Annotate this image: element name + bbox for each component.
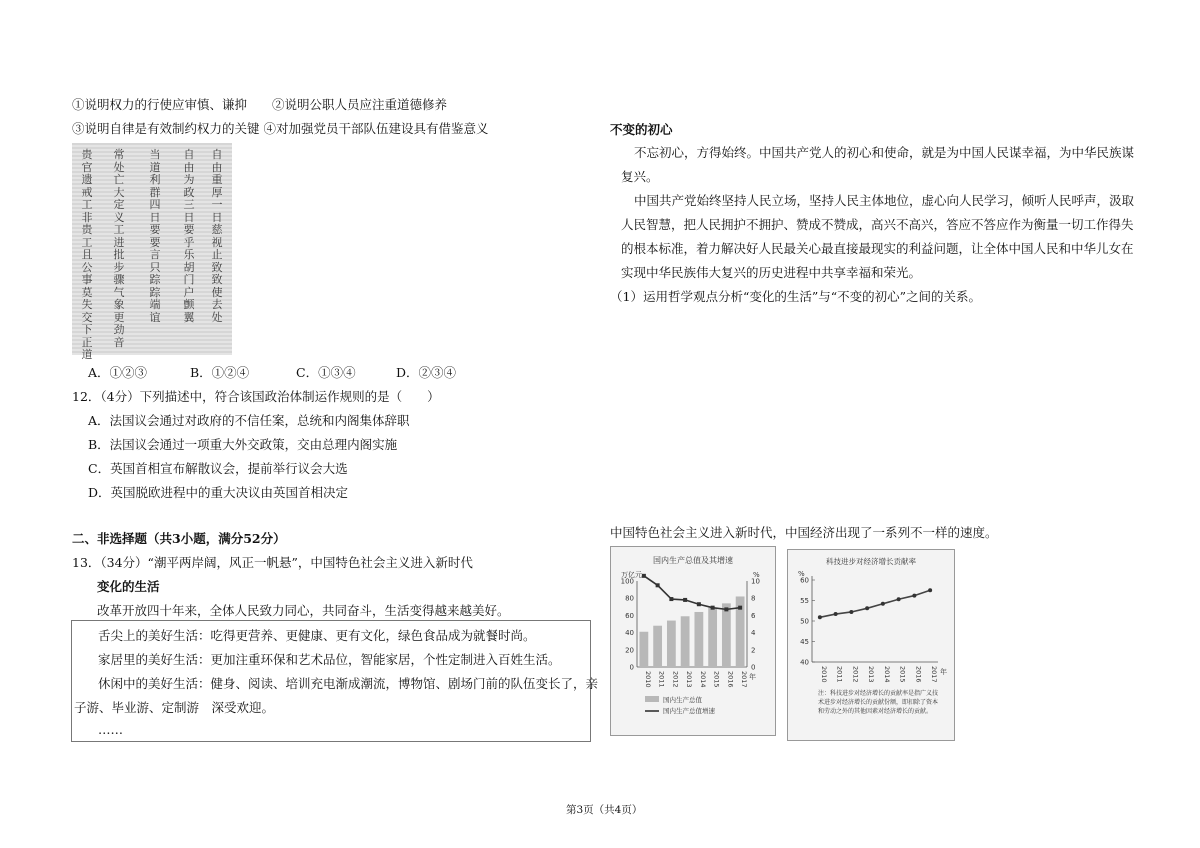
calligraphy-column: 自由重厚一日慈视止致致使去处 [211,148,223,324]
gdp-bar [708,608,717,667]
y-left-tick-label: 20 [625,646,634,655]
y-left-tick-label: 60 [625,611,634,620]
y-tick-label: 60 [800,576,809,585]
gdp-chart-svg [611,547,775,735]
chart-title: 科技进步对经济增长贡献率 [826,557,916,566]
y-right-tick-label: 2 [751,646,756,655]
question-1: （1）运用哲学观点分析“变化的生活”与“不变的初心”之间的关系。 [610,289,982,304]
y-tick-label: 45 [800,638,809,646]
x-tick-label: 2010 [819,666,828,683]
gdp-bar [639,632,648,667]
q12-option-a[interactable]: A．法国议会通过对政府的不信任案，总统和内阁集体辞职 [88,413,410,428]
right-para2-line: 实现中华民族伟大复兴的历史进程中共享幸福和荣光。 [621,265,922,280]
y-tick-label: 40 [800,658,809,667]
y-right-tick-label: 4 [751,629,756,638]
unchanged-aspiration-title: 不变的初心 [610,122,673,137]
tech-contribution-chart [787,549,955,741]
x-tick-label: 2017 [930,666,939,683]
x-tick-label: 2012 [851,666,860,683]
right-para2-line: 中国共产党始终坚持人民立场，坚持人民主体地位，虚心向人民学习，倾听人民呼声，汲取 [634,193,1135,208]
y-left-tick-label: 80 [625,594,634,603]
x-axis-suffix: 年 [940,668,947,676]
chart-note-line: 术进步对经济增长的贡献份额，即扣除了资本 [818,699,939,706]
page-footer: 第3页（共4页） [566,804,643,816]
growth-point [683,598,687,602]
legend-swatch-gdp [645,696,659,702]
contribution-point [865,606,869,610]
x-tick-label: 2017 [740,671,749,688]
right-para2-line: 人民智慧，把人民拥护不拥护、赞成不赞成，高兴不高兴，答应不答应作为衡量一切工作得失 [621,217,1134,232]
growth-point [656,583,660,587]
chart-note-line: 注：科技进步对经济增长的贡献率是指广义技 [818,690,939,697]
box-line: …… [98,722,123,737]
y-unit: % [798,570,805,578]
box-line: 舌尖上的美好生活：吃得更营养、更健康、更有文化，绿色食品成为就餐时尚。 [98,628,536,643]
growth-point [697,602,701,606]
q12-option-c[interactable]: C．英国首相宣布解散议会，提前举行议会大选 [88,461,348,476]
x-tick-label: 2014 [882,666,891,683]
x-tick-label: 2013 [685,671,694,688]
q11-option-a[interactable]: A．①②③ [88,365,148,380]
section2-title: 二、非选择题（共3小题，满分52分） [72,531,286,546]
growth-point [724,607,728,611]
x-tick-label: 2016 [726,671,735,688]
gdp-chart [610,546,776,736]
y-tick-label: 50 [800,617,809,626]
q12-option-b[interactable]: B．法国议会通过一项重大外交政策，交由总理内阁实施 [88,437,398,452]
q12-option-d[interactable]: D．英国脱欧进程中的重大决议由英国首相决定 [88,485,349,500]
calligraphy-column: 自由为政三日要乎乐胡门户颤翼 [183,148,195,324]
changing-life-subtitle: 变化的生活 [97,579,160,594]
contribution-point [849,610,853,614]
x-tick-label: 2011 [835,666,844,683]
right-para1-line2: 复兴。 [621,169,659,184]
x-axis-suffix: 年 [749,673,756,681]
calligraphy-column: 当道利群四日要要言只踪踪端谊 [149,148,161,324]
x-tick-label: 2015 [712,671,721,688]
contribution-point [928,588,932,592]
q11-option-c[interactable]: C．①③④ [296,365,356,380]
y-left-tick-label: 0 [629,663,634,672]
y-tick-label: 55 [800,597,809,605]
calligraphy-column: 贵官遗戒工非贵工且公事莫失交下正道 [81,148,93,361]
x-tick-label: 2012 [671,671,680,688]
y-right-unit: % [753,571,760,579]
x-tick-label: 2016 [914,666,923,683]
q13-stem: 13．（34分）“潮平两岸阔，风正一帆悬”，中国特色社会主义进入新时代 [72,555,473,570]
contribution-point [912,594,916,598]
q11-option-b[interactable]: B．①②④ [190,365,250,380]
growth-point [711,606,715,610]
legend-label-gdp: 国内生产总值 [663,696,702,704]
y-right-tick-label: 6 [751,611,756,620]
y-right-tick-label: 0 [751,663,756,672]
contribution-point [834,612,838,616]
contribution-point [881,602,885,606]
box-line: 子游、毕业游、定制游 深受欢迎。 [74,700,275,715]
growth-point [642,574,646,578]
y-right-tick-label: 8 [751,594,756,603]
x-tick-label: 2011 [657,671,666,688]
y-left-unit: 万亿元 [621,571,642,579]
contribution-point [897,597,901,601]
right-para1-line1: 不忘初心，方得始终。中国共产党人的初心和使命，就是为中国人民谋幸福，为中华民族谋 [634,145,1135,160]
chart-note-line: 和劳动之外的其他因素对经济增长的贡献。 [818,708,933,715]
x-tick-label: 2014 [698,671,707,688]
q11-option-d[interactable]: D．②③④ [396,365,457,380]
right-para2-line: 的根本标准，着力解决好人民最关心最直接最现实的利益问题，让全体中国人民和中华儿女在 [621,241,1134,256]
y-left-tick-label: 40 [625,629,634,638]
y-left-tick-label: 100 [620,577,634,586]
tech-chart-svg [788,550,954,740]
q11-statements-line1: ①说明权力的行使应审慎、谦抑 ②说明公职人员应注重道德修养 [72,97,448,112]
contribution-point [818,615,822,619]
economy-speed-intro: 中国特色社会主义进入新时代，中国经济出现了一系列不一样的速度。 [610,525,998,540]
box-line: 休闲中的美好生活：健身、阅读、培训充电渐成潮流，博物馆、剧场门前的队伍变长了，亲 [98,676,599,691]
calligraphy-column: 常处亡大定义工进批步骤气象更劲音 [113,148,125,349]
gdp-bar [681,616,690,667]
x-tick-label: 2010 [643,671,652,688]
q11-statements-line2: ③说明自律是有效制约权力的关键 ④对加强党员干部队伍建设具有借鉴意义 [72,121,489,136]
x-tick-label: 2015 [898,666,907,683]
calligraphy-image [72,143,232,361]
gdp-bar [722,603,731,667]
growth-point [669,597,673,601]
box-line: 家居里的美好生活：更加注重环保和艺术品位，智能家居，个性定制进入百姓生活。 [98,652,561,667]
gdp-bar [694,612,703,667]
good-life-box [71,620,599,742]
legend-label-growth: 国内生产总值增速 [663,707,715,715]
q12-stem: 12．（4分）下列描述中，符合该国政治体制运作规则的是（ ） [72,389,440,404]
x-tick-label: 2013 [867,666,876,683]
chart-title: 国内生产总值及其增速 [653,556,733,565]
gdp-bar [653,626,662,667]
gdp-bar [667,621,676,667]
changing-life-intro: 改革开放四十年来，全体人民致力同心，共同奋斗，生活变得越来越美好。 [97,603,510,618]
y-right-tick-label: 10 [751,577,760,586]
growth-point [738,606,742,610]
